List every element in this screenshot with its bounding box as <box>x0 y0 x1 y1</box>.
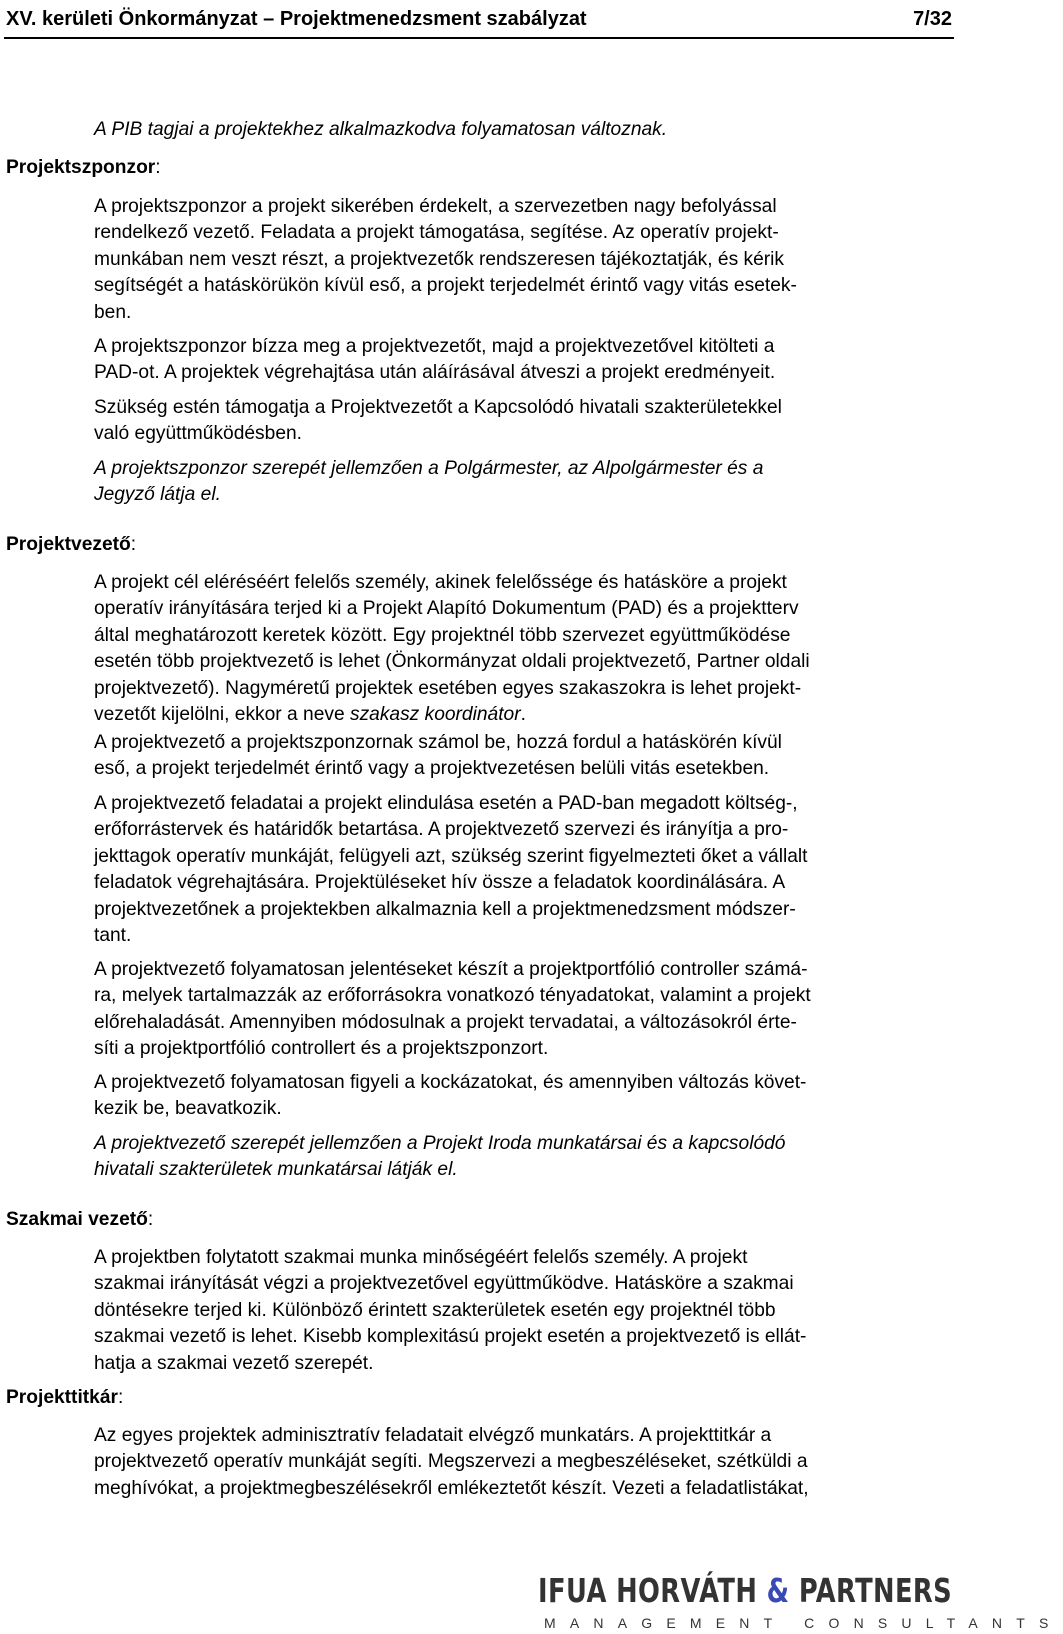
text-line: A projektvezető a projektszponzornak számol be, hozzá fordul a hatáskörén kívül <box>94 732 782 753</box>
logo-tagline: MANAGEMENT CONSULTANTS <box>544 1615 1063 1631</box>
text-line: ra, melyek tartalmazzák az erőforrásokra vonatkozó tényadatokat, valamint a projekt <box>94 985 811 1007</box>
term-label: Projekttitkár <box>6 1387 118 1408</box>
paragraph-pm-tasks <box>94 791 948 949</box>
text-line: erőforrástervek és határidők betartása. A projektvezető szervezi és irányítja a pro- <box>94 819 789 841</box>
section-term-sponsor <box>6 155 161 181</box>
page-header <box>6 6 952 33</box>
logo-text: IFUA HORVÁTH <box>538 1571 767 1610</box>
paragraph-pm-risks <box>94 1070 948 1123</box>
text-line: döntésekre terjed ki. Különböző érintett szakterületek esetén egy projektnél több <box>94 1299 776 1321</box>
text-line: szakmai irányítását végzi a projektvezetővel együttműködve. Hatásköre a szakmai <box>94 1273 794 1295</box>
text-line: Az egyes projektek adminisztratív feladatait elvégző munkatárs. A projekttitkár a <box>94 1425 772 1446</box>
text-line: A projektszponzor szerepét jellemzően a Polgármester, az Alpolgármester és a <box>94 458 764 479</box>
text-line: A projektvezető folyamatosan figyeli a kockázatokat, és amennyiben változás követ- <box>94 1072 807 1093</box>
term-label: Projektvezető <box>6 534 131 555</box>
paragraph-pm-definition <box>94 570 948 728</box>
text-line: meghívókat, a projektmegbeszélésekről emlékeztetőt készít. Vezeti a feladatlistákat, <box>94 1477 809 1499</box>
text-line: A projektvezető folyamatosan jelentéseket készít a projektportfólió controller számá- <box>94 959 808 980</box>
paragraph-sponsor-support <box>94 395 948 448</box>
term-colon: : <box>155 157 161 178</box>
paragraph-pib-members <box>94 117 948 143</box>
text-line: vezetőt kijelölni, ekkor a neve <box>94 704 350 726</box>
text-line: segítségét a hatáskörükön kívül eső, a projekt terjedelmét érintő vagy vitás esetek- <box>94 275 797 297</box>
text-line: operatív irányítására terjed ki a Projekt Alapító Dokumentum (PAD) és a projektterv <box>94 598 799 620</box>
text-line: hivatali szakterületek munkatársai látják el. <box>94 1159 458 1181</box>
text-line: projektvezetőnek a projektekben alkalmaznia kell a projektmenedzsment módszer- <box>94 898 796 920</box>
section-term-project-manager <box>6 532 136 558</box>
term-colon: : <box>130 534 137 555</box>
italic-term: szakasz koordinátor <box>349 704 521 726</box>
text-line: feladatok végrehajtására. Projektüléseket hív össze a feladatok koordinálására. A <box>94 872 786 894</box>
text-line: tant. <box>94 925 132 947</box>
text-line-end: . <box>520 704 526 726</box>
text-line: A projektszponzor bízza meg a projektvezetőt, majd a projektvezetővel kitölteti a <box>94 336 775 357</box>
section-term-professional-lead <box>6 1207 153 1233</box>
logo-ampersand: & <box>766 1571 790 1610</box>
text-line: eső, a projekt terjedelmét érintő vagy a projektvezetésen belüli vitás esetekben. <box>94 758 770 780</box>
page-number: 7/32 <box>913 8 952 30</box>
paragraph-sponsor-appoints <box>94 334 948 387</box>
paragraph-professional-lead-definition <box>94 1245 948 1377</box>
text-line: Szükség estén támogatja a Projektvezetőt a Kapcsolódó hivatali szakterületekkel <box>94 397 782 418</box>
text-line: projektvezető operatív munkáját segíti. Megszervezi a megbeszéléseket, szétküldi a <box>94 1451 808 1473</box>
logo-text: PARTNERS <box>789 1571 953 1610</box>
text-line: projektvezető). Nagyméretű projektek esetében egyes szakaszokra is lehet projekt- <box>94 677 802 699</box>
text-line: való együttműködésben. <box>94 423 302 445</box>
text-line: esetén több projektvezető is lehet (Önkormányzat oldali projektvezető, Partner oldali <box>94 651 810 673</box>
term-label: Projektszponzor <box>6 157 156 178</box>
text-line: A projektvezető szerepét jellemzően a Projekt Iroda munkatársai és a kapcsolódó <box>94 1133 786 1154</box>
logo-wordmark <box>538 1573 952 1609</box>
text-line: PAD-ot. A projektek végrehajtása után aláírásával átveszi a projekt eredményeit. <box>94 362 776 384</box>
text-line: A projekt cél eléréséért felelős személy, akinek felelőssége és hatásköre a projekt <box>94 572 787 593</box>
company-logo <box>538 1571 1063 1631</box>
term-colon: : <box>147 1209 154 1230</box>
section-term-project-secretary <box>6 1385 123 1411</box>
paragraph-sponsor-definition <box>94 194 948 326</box>
text-line: jekttagok operatív munkáját, felügyeli azt, szükség szerint figyelmezteti őket a vállalt <box>94 845 808 867</box>
text-line: kezik be, beavatkozik. <box>94 1098 282 1120</box>
text-line: ben. <box>94 301 132 323</box>
header-title: XV. kerületi Önkormányzat – Projektmenedzsment szabályzat <box>6 8 587 30</box>
text-line: rendelkező vezető. Feladata a projekt támogatása, segítése. Az operatív projekt- <box>94 222 779 244</box>
paragraph-pm-reporting <box>94 957 948 1063</box>
text-line: hatja a szakmai vezető szerepét. <box>94 1352 374 1374</box>
paragraph-pm-role-holders <box>94 1131 948 1184</box>
paragraph-secretary-definition <box>94 1423 948 1502</box>
term-colon: : <box>117 1387 124 1408</box>
paragraph-pm-reports <box>94 730 948 783</box>
text-line: A projektvezető feladatai a projekt elindulása esetén a PAD-ban megadott költség-, <box>94 793 798 814</box>
paragraph-sponsor-role-holders <box>94 456 948 509</box>
text-line: előrehaladását. Amennyiben módosulnak a projekt tervadatai, a változásokról érte- <box>94 1011 797 1033</box>
text-line: A PIB tagjai a projektekhez alkalmazkodva folyamatosan változnak. <box>94 119 668 140</box>
header-divider <box>4 37 954 39</box>
text-line: síti a projektportfólió controllert és a projektszponzort. <box>94 1038 549 1060</box>
text-line: A projektben folytatott szakmai munka minőségéért felelős személy. A projekt <box>94 1247 748 1268</box>
text-line: A projektszponzor a projekt sikerében érdekelt, a szervezetben nagy befolyással <box>94 196 777 217</box>
text-line: munkában nem veszt részt, a projektvezetők rendszeresen tájékoztatják, és kérik <box>94 248 785 270</box>
text-line: által meghatározott keretek között. Egy projektnél több szervezet együttműködése <box>94 624 791 646</box>
term-label: Szakmai vezető <box>6 1209 148 1230</box>
text-line: szakmai vezető is lehet. Kisebb komplexitású projekt esetén a projektvezető is ellát- <box>94 1326 807 1348</box>
text-line: Jegyző látja el. <box>94 484 221 506</box>
